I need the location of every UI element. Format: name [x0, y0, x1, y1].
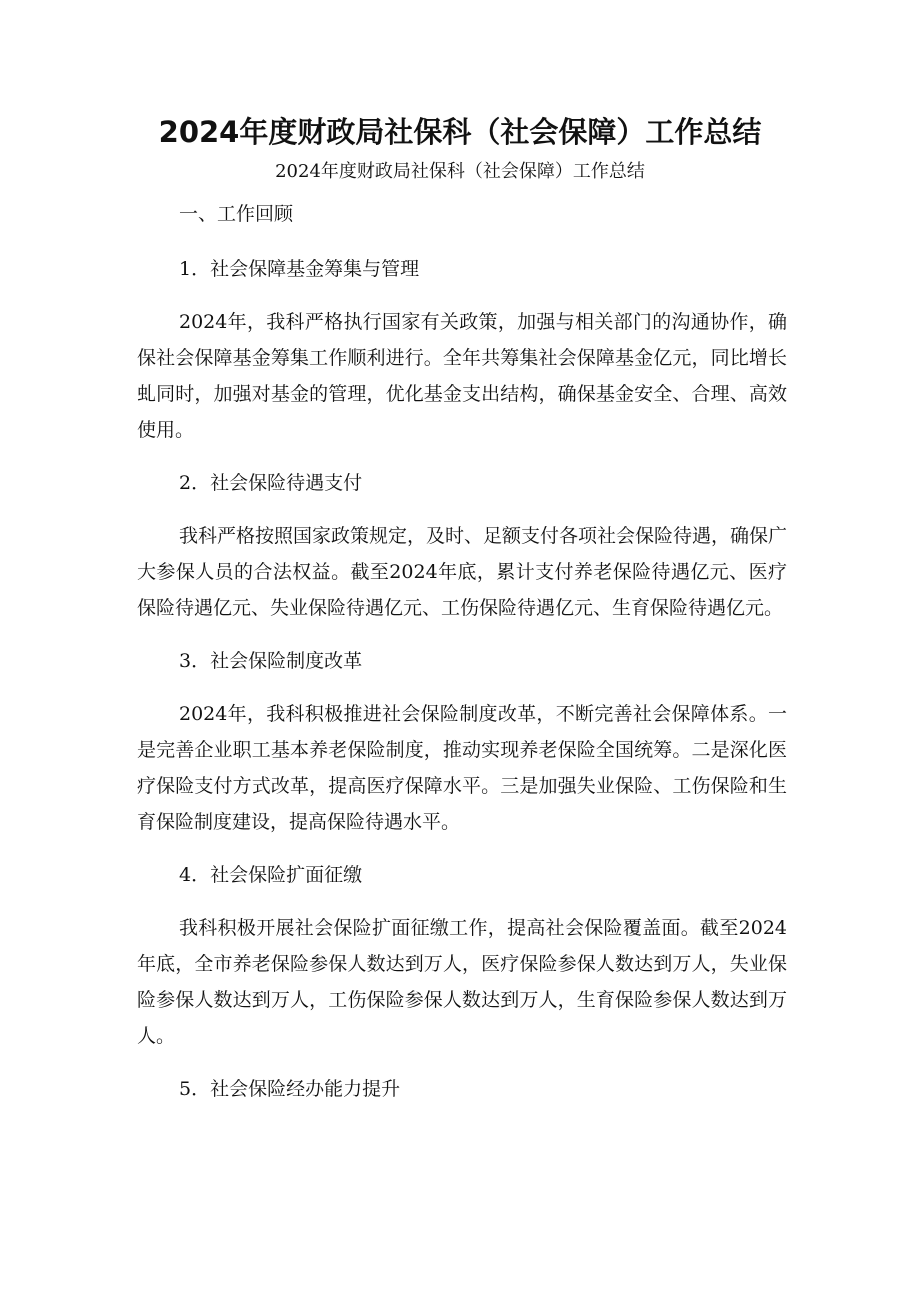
document-subtitle: 2024年度财政局社保科（社会保障）工作总结: [275, 161, 645, 182]
item-heading-4: 4．社会保险扩面征缴: [179, 864, 363, 886]
document-title: 2024年度财政局社保科（社会保障）工作总结: [158, 115, 762, 149]
item-paragraph-4: 我科积极开展社会保险扩面征缴工作，提高社会保险覆盖面。截至2024年底，全市养老保险参保人数达到万人，医疗保险参保人数达到万人，失业保险参保人数达到万人，工伤保险参保人数达到万人，生育保险参保人数达到万人。: [137, 917, 787, 1047]
item-paragraph-3: 2024年，我科积极推进社会保险制度改革，不断完善社会保障体系。一是完善企业职工基本养老保险制度，推动实现养老保险全国统筹。二是深化医疗保险支付方式改革，提高医疗保障水平。三是加强失业保险、工伤保险和生育保险制度建设，提高保险待遇水平。: [137, 703, 787, 833]
item-heading-5: 5．社会保险经办能力提升: [179, 1078, 401, 1100]
section-heading: 一、工作回顾: [179, 203, 294, 225]
item-heading-2: 2．社会保险待遇支付: [179, 472, 363, 494]
item-heading-1: 1．社会保障基金筹集与管理: [179, 258, 420, 280]
document-body: [137, 196, 787, 1107]
item-paragraph-1: 2024年，我科严格执行国家有关政策，加强与相关部门的沟通协作，确保社会保障基金筹集工作顺利进行。全年共筹集社会保障基金亿元，同比增长虬同时，加强对基金的管理，优化基金支出结构，确保基金安全、合理、高效使用。: [137, 311, 787, 441]
item-heading-3: 3．社会保险制度改革: [179, 650, 363, 672]
item-paragraph-2: 我科严格按照国家政策规定，及时、足额支付各项社会保险待遇，确保广大参保人员的合法权益。截至2024年底，累计支付养老保险待遇亿元、医疗保险待遇亿元、失业保险待遇亿元、工伤保险待遇亿元、生育保险待遇亿元。: [137, 525, 788, 619]
